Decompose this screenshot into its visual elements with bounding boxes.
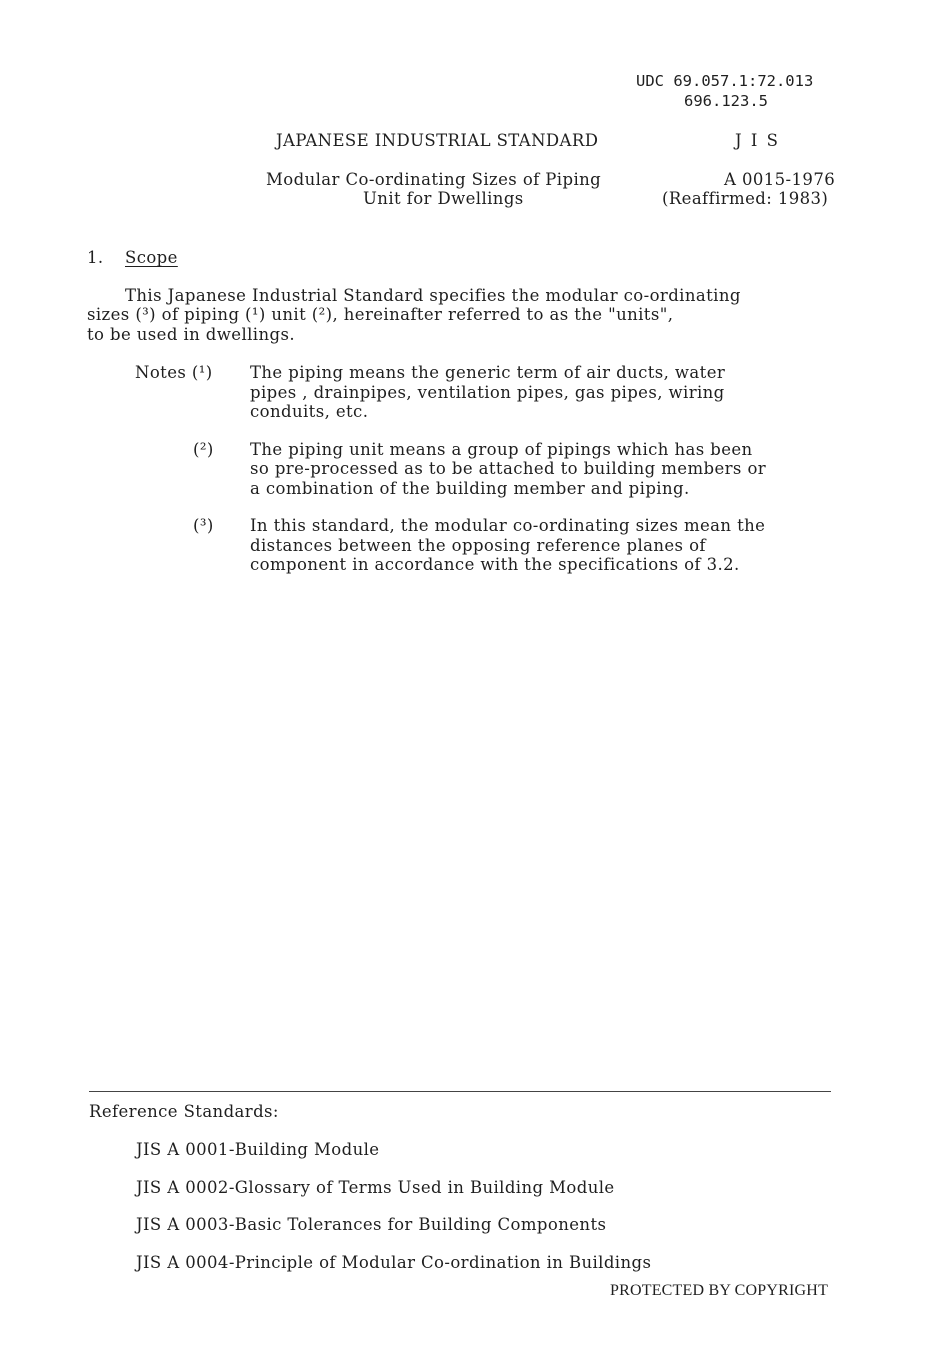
notes-label: Notes (¹) — [135, 363, 213, 382]
note-1-line1: The piping means the generic term of air ducts, water — [250, 363, 726, 382]
udc-code-line1: UDC 69.057.1:72.013 — [636, 72, 814, 90]
scope-para-line1: This Japanese Industrial Standard specifies the modular co-ordinating — [125, 286, 741, 305]
note-1-line2: pipes , drainpipes, ventilation pipes, gas pipes, wiring — [250, 383, 725, 402]
reference-item: JIS A 0002-Glossary of Terms Used in Building Module — [136, 1178, 615, 1197]
note-1-line3: conduits, etc. — [250, 402, 369, 421]
copyright-notice: PROTECTED BY COPYRIGHT — [610, 1282, 829, 1299]
note-2-marker: (²) — [193, 440, 214, 459]
note-3-line1: In this standard, the modular co-ordinating sizes mean the — [250, 516, 766, 535]
subject-title-line1: Modular Co-ordinating Sizes of Piping — [266, 170, 602, 189]
reference-item: JIS A 0001-Building Module — [136, 1140, 380, 1159]
note-2-line1: The piping unit means a group of pipings which has been — [250, 440, 753, 459]
udc-code-line2: 696.123.5 — [684, 92, 768, 110]
scope-para-line2: sizes (³) of piping (¹) unit (²), hereinafter referred to as the "units", — [87, 305, 674, 324]
reference-heading: Reference Standards: — [89, 1102, 279, 1121]
section-number: 1. — [87, 248, 104, 267]
scope-para-line3: to be used in dwellings. — [87, 325, 295, 344]
standard-title: JAPANESE INDUSTRIAL STANDARD — [276, 131, 599, 150]
reaffirmed-date: (Reaffirmed: 1983) — [662, 189, 829, 208]
standard-number: A 0015-1976 — [724, 170, 836, 189]
jis-mark: J I S — [735, 131, 780, 150]
note-3-line2: distances between the opposing reference planes of — [250, 536, 706, 555]
note-2-line2: so pre-processed as to be attached to building members or — [250, 459, 767, 478]
subject-title-line2: Unit for Dwellings — [363, 189, 524, 208]
note-2-line3: a combination of the building member and piping. — [250, 479, 690, 498]
note-3-marker: (³) — [193, 516, 214, 535]
note-3-line3: component in accordance with the specifications of 3.2. — [250, 555, 740, 574]
section-heading: Scope — [125, 248, 178, 267]
reference-divider — [89, 1091, 831, 1092]
reference-item: JIS A 0004-Principle of Modular Co-ordination in Buildings — [136, 1253, 652, 1272]
reference-item: JIS A 0003-Basic Tolerances for Building Components — [136, 1215, 607, 1234]
